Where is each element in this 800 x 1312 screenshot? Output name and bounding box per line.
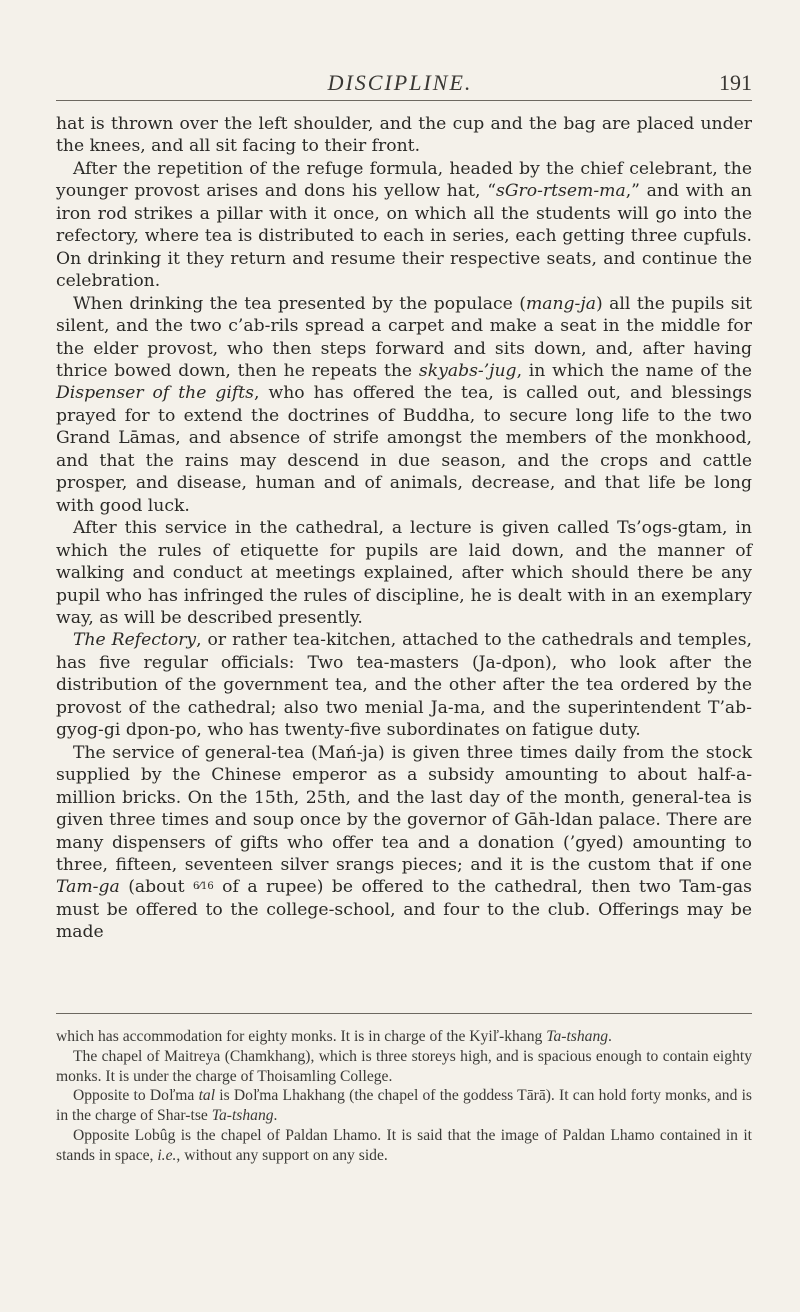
paragraph (56, 293, 752, 518)
text-run: , who has offered the tea, is called out, and blessings prayed for to extend the doctrines of Buddha, to secure long life to the two Grand Lāmas, and absence of strife amongst the members of the monkhood, and that the rains may descend in due season, and the crops and cattle prosper, and disease, human and of animals, decrease, and that life be long with good luck. (56, 383, 752, 516)
page-number: 191 (719, 70, 752, 95)
italic-term: tal (198, 1087, 216, 1105)
text-run: ) all the pupils sit silent, and the two c’ab-rils spread a carpet and make a seat in the middle for the elder provost, who then steps forward and sits down, and, after having thrice bowed down, then he repeats the (56, 293, 752, 381)
text-run: , in which the name of the (516, 360, 752, 381)
paragraph (56, 742, 752, 944)
text-run: , without any support on any side. (176, 1146, 388, 1164)
italic-term: Ta-tshang (211, 1107, 274, 1125)
italic-term: Ta-tshang (546, 1028, 609, 1045)
footnote (56, 1086, 752, 1126)
text-run: Opposite to Doľma (73, 1087, 199, 1105)
section-lead-in: The Refectory (73, 630, 197, 651)
paragraph (56, 113, 752, 158)
text-run: , or rather tea-kitchen, attached to the cathedrals and temples, has five regular officials: Two tea-masters (Ja-dpon), who look after the distribution of the government tea, and the other after the tea ordered by the provost of the cathedral; also two menial Ja-ma, and the superintendent T’ab-gyog-gi dpon-po, who has twenty-five subordinates on fatigue duty. (56, 630, 752, 741)
text-run: After this service in the cathedral, a lecture is given called Ts’ogs-gtam, in which the rules of etiquette for pupils are laid down, and the manner of walking and conduct at meetings explained, after which should there be any pupil who has infringed the rules of discipline, he is dealt with in an exemplary way, as will be described presently. (56, 518, 752, 628)
paragraph (56, 629, 752, 741)
body-text (56, 113, 752, 944)
italic-term: skyabs-’jug (418, 360, 517, 381)
text-run: is Doľma Lhakhang (the chapel of the goddess Tārā). It can hold forty monks, and is in the charge of Shar-tse (56, 1087, 753, 1125)
running-head (0, 70, 800, 100)
text-run: of a rupee) be offered to the cathedral, then two Tam-gas must be offered to the college-school, and four to the club. Offerings may be made (56, 877, 752, 943)
footnote (56, 1126, 752, 1166)
running-title: DISCIPLINE. (327, 70, 473, 95)
italic-term: mang-ja (525, 293, 596, 314)
paragraph (56, 517, 752, 629)
italic-term: i.e. (157, 1146, 177, 1164)
fraction: 6⁄16 (192, 881, 214, 893)
footnote-rule (56, 1013, 752, 1014)
footnotes (56, 1027, 752, 1166)
header-rule (56, 100, 752, 101)
text-run: The service of general-tea (Mań-ja) is given three times daily from the stock supplied by the Chinese emperor as a subsidy amounting to about half-a-million bricks. On the 15th, 25th, and the last day of the month, general-tea is given three times and soup once by the governor of Gāh-ldan palace. There are many dispensers of gifts who offer tea and a donation (’gyed) amounting to three, fifteen, seventeen silver srangs pieces; and it is the custom that if one (56, 742, 752, 875)
text-run: ,” and with an iron rod strikes a pillar with it once, on which all the students will go into the refectory, where tea is distributed to each in series, each getting three cupfuls. On drinking it they return and resume their respective seats, and continue the celebration. (56, 181, 752, 292)
text-run: . (608, 1028, 612, 1045)
footnote (56, 1047, 752, 1087)
text-run: . (273, 1107, 278, 1125)
text-run: After the repetition of the refuge formula, headed by the chief celebrant, the younger provost arises and dons his yellow hat, “ (56, 158, 752, 202)
text-run: The chapel of Maitreya (Chamkhang), which is three storeys high, and is spacious enough to contain eighty monks. It is under the charge of Thoisamling College. (56, 1047, 752, 1085)
italic-term: sGro-rtsem-ma (496, 181, 626, 202)
text-run: Opposite Lobûg is the chapel of Paldan Lhamo. It is said that the image of Paldan Lhamo contained in it stands in space, (56, 1126, 752, 1164)
text-run: (about (119, 877, 193, 898)
footnote (56, 1027, 752, 1047)
text-run: When drinking the tea presented by the populace ( (73, 293, 526, 314)
text-run: which has accommodation for eighty monks. It is in charge of the Kyiľ-khang (56, 1028, 547, 1045)
italic-term: Dispenser of the gifts (56, 383, 255, 404)
italic-term: Tam-ga (56, 877, 120, 898)
text-run: hat is thrown over the left shoulder, and the cup and the bag are placed under the knees, and all sit facing to their front. (56, 114, 752, 157)
paragraph (56, 158, 752, 293)
